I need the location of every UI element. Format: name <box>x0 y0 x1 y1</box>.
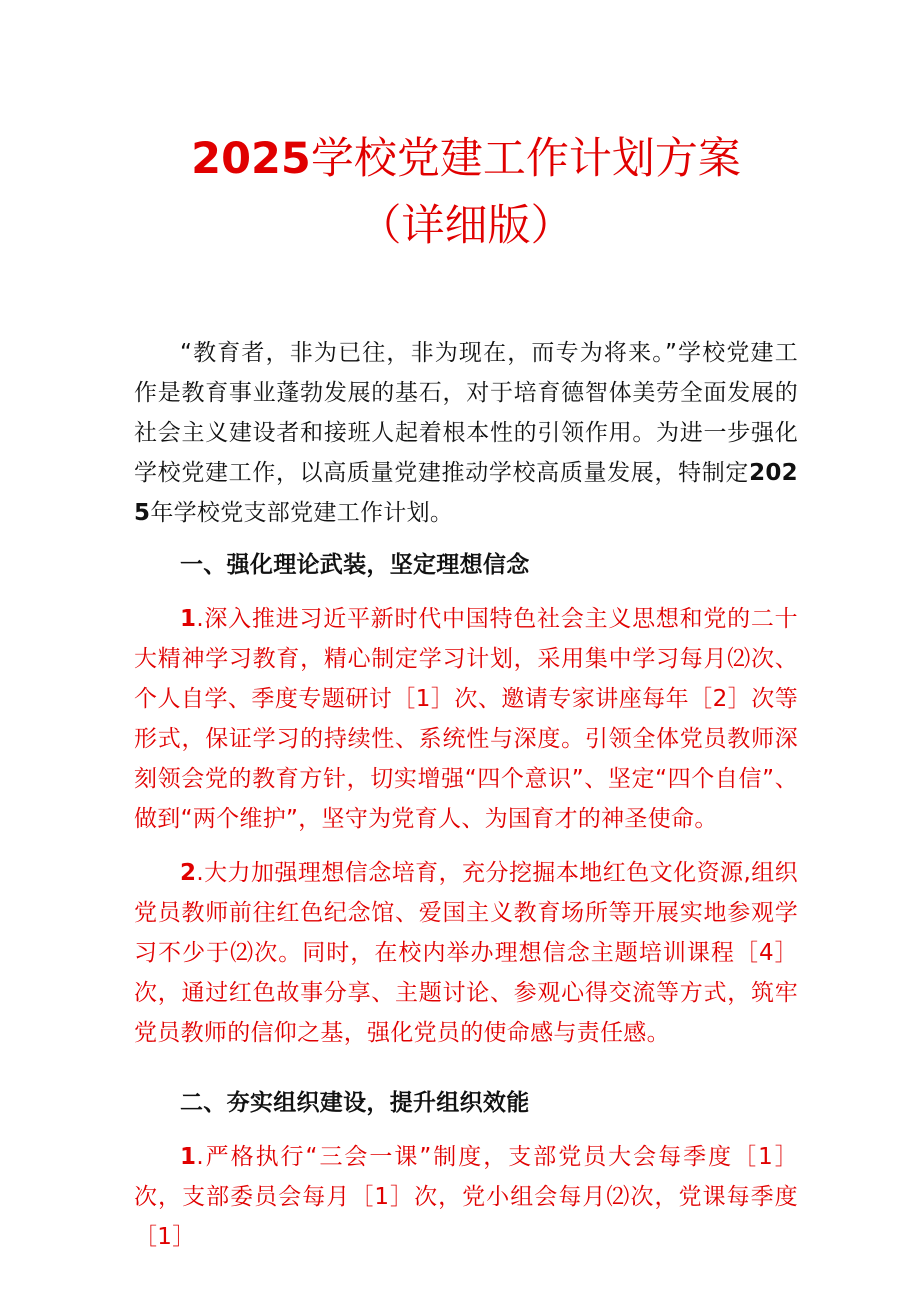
document-title <box>134 126 798 193</box>
section-1-item-1 <box>134 599 798 839</box>
section-1-item-2 <box>134 853 798 1053</box>
item-number: 1 <box>180 1144 197 1171</box>
item-number: 2 <box>180 860 197 887</box>
title-year: 2025 <box>191 134 311 184</box>
intro-text-part1: “教育者，非为已往，非为现在，而专为将来。”学校党建工作是教育事业蓬勃发展的基石，对于培育德智体美劳全面发展的社会主义建设者和接班人起着根本性的引领作用。为进一步强化学校党建工作，以高质量党建推动学校高质量发展，特制定 <box>134 340 798 487</box>
section-2-item-1 <box>134 1137 798 1257</box>
item-text: .深入推进习近平新时代中国特色社会主义思想和党的二十大精神学习教育，精心制定学习计划，采用集中学习每月⑵次、个人自学、季度专题研讨［1］次、邀请专家讲座每年［2］次等形式，保证学习的持续性、系统性与深度。引领全体党员教师深刻领会党的教育方针，切实增强“四个意识”、坚定“四个自信”、做到“两个维护”，坚守为党育人、为国育才的神圣使命。 <box>134 606 798 833</box>
title-main: 学校党建工作计划方案 <box>310 134 741 184</box>
intro-year: 2025 <box>134 460 798 527</box>
section-heading-1: 一、强化理论武装，坚定理想信念 <box>180 552 530 579</box>
document-subtitle: （详细版） <box>358 200 574 251</box>
item-text: .严格执行“三会一课”制度，支部党员大会每季度［1］次，支部委员会每月［1］次，党小组会每月⑵次，党课每季度［1］ <box>134 1144 798 1251</box>
item-number: 1 <box>180 606 197 633</box>
intro-paragraph <box>134 333 798 533</box>
item-text: .大力加强理想信念培育，充分挖掘本地红色文化资源,组织党员教师前往红色纪念馆、爱国主义教育场所等开展实地参观学习不少于⑵次。同时，在校内举办理想信念主题培训课程［4］次，通过红色故事分享、主题讨论、参观心得交流等方式，筑牢党员教师的信仰之基，强化党员的使命感与责任感。 <box>134 860 798 1047</box>
intro-text-part2: 年学校党支部党建工作计划。 <box>150 500 454 527</box>
section-heading-2: 二、夯实组织建设，提升组织效能 <box>180 1090 530 1117</box>
